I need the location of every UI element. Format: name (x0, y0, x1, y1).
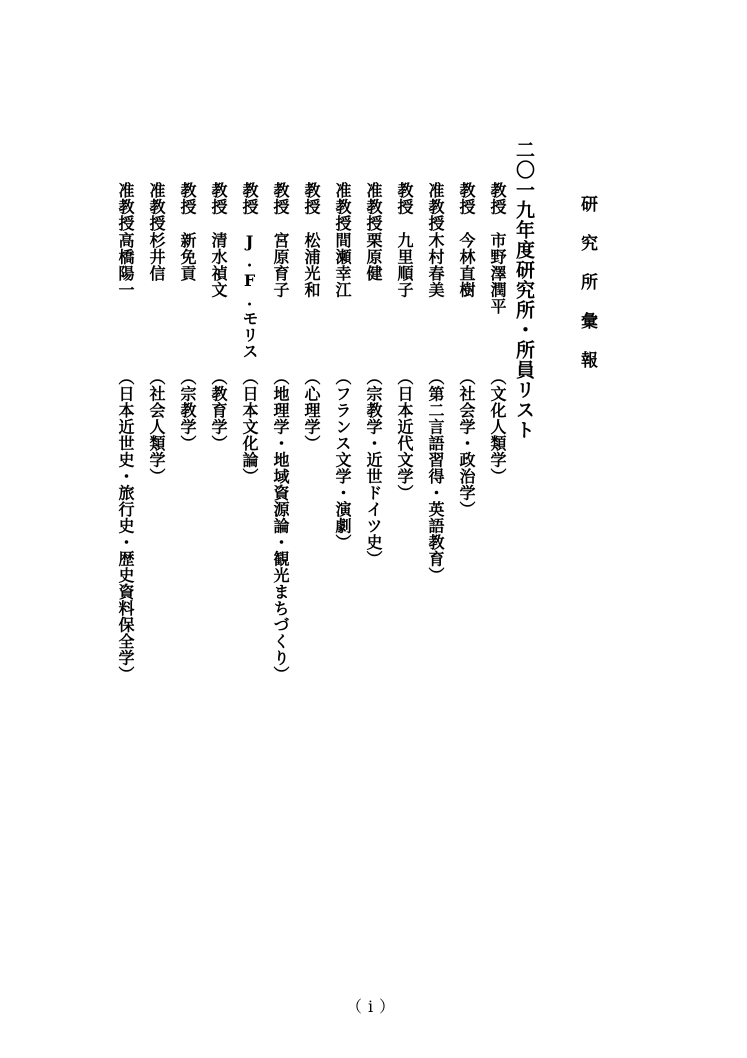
member-field: （宗教学・近世ドイツ史） (364, 369, 383, 567)
member-name: J.F.モリス (240, 232, 259, 360)
member-rank: 教授 (240, 182, 259, 215)
member-entry (303, 182, 319, 452)
member-rank: 准教授 (333, 182, 352, 232)
member-rank: 教授 (178, 182, 197, 215)
member-field: （フランス文学・演劇） (333, 369, 352, 551)
member-field: （日本近世史・旅行史・歴史資料保全学） (116, 369, 135, 683)
member-name: 市野澤潤平 (488, 232, 507, 315)
member-field: （宗教学） (178, 369, 197, 452)
member-field: （日本文化論） (240, 369, 259, 485)
member-entry (210, 182, 226, 452)
member-field: （社会学・政治学） (457, 369, 476, 518)
member-name: 間瀬幸江 (333, 232, 352, 298)
member-entry (179, 182, 195, 452)
member-entry (458, 182, 474, 518)
member-name: 木村春美 (426, 232, 445, 298)
member-rank: 准教授 (364, 182, 383, 232)
member-rank: 准教授 (147, 182, 166, 232)
member-name: 松浦光和 (302, 232, 321, 298)
member-entry (241, 182, 257, 485)
member-rank: 教授 (302, 182, 321, 215)
member-field: （心理学） (302, 369, 321, 452)
member-name: 栗原健 (364, 232, 383, 282)
member-rank: 教授 (209, 182, 228, 215)
member-entry (148, 182, 164, 485)
member-name: 清水禎文 (209, 232, 228, 298)
member-rank: 准教授 (116, 182, 135, 232)
member-field: （社会人類学） (147, 369, 166, 485)
journal-title: 研究所彙報 (577, 195, 597, 390)
member-rank: 教授 (488, 182, 507, 215)
member-name: 高橋陽一 (116, 232, 135, 298)
member-name: 今林直樹 (457, 232, 476, 298)
member-name: 九里順子 (395, 232, 414, 298)
member-rank: 准教授 (426, 182, 445, 232)
member-entry (117, 182, 133, 683)
member-field: （日本近代文学） (395, 369, 414, 501)
member-entry (396, 182, 412, 501)
member-entry (334, 182, 350, 551)
member-entry (272, 182, 288, 683)
member-field: （教育学） (209, 369, 228, 452)
member-rank: 教授 (271, 182, 290, 215)
member-entry (489, 182, 505, 485)
member-field: （文化人類学） (488, 369, 507, 485)
member-rank: 教授 (457, 182, 476, 215)
member-field: （地理学・地域資源論・観光まちづくり） (271, 369, 290, 683)
member-entry (365, 182, 381, 567)
member-name: 新免貢 (178, 232, 197, 282)
member-name: 宮原育子 (271, 232, 290, 298)
member-entry (427, 182, 443, 584)
page-number: （i） (345, 997, 402, 1016)
member-field: （第二言語習得・英語教育） (426, 369, 445, 584)
list-title: 二〇一九年度研究所・所員リスト (513, 140, 535, 440)
member-name: 杉井信 (147, 232, 166, 282)
member-rank: 教授 (395, 182, 414, 215)
